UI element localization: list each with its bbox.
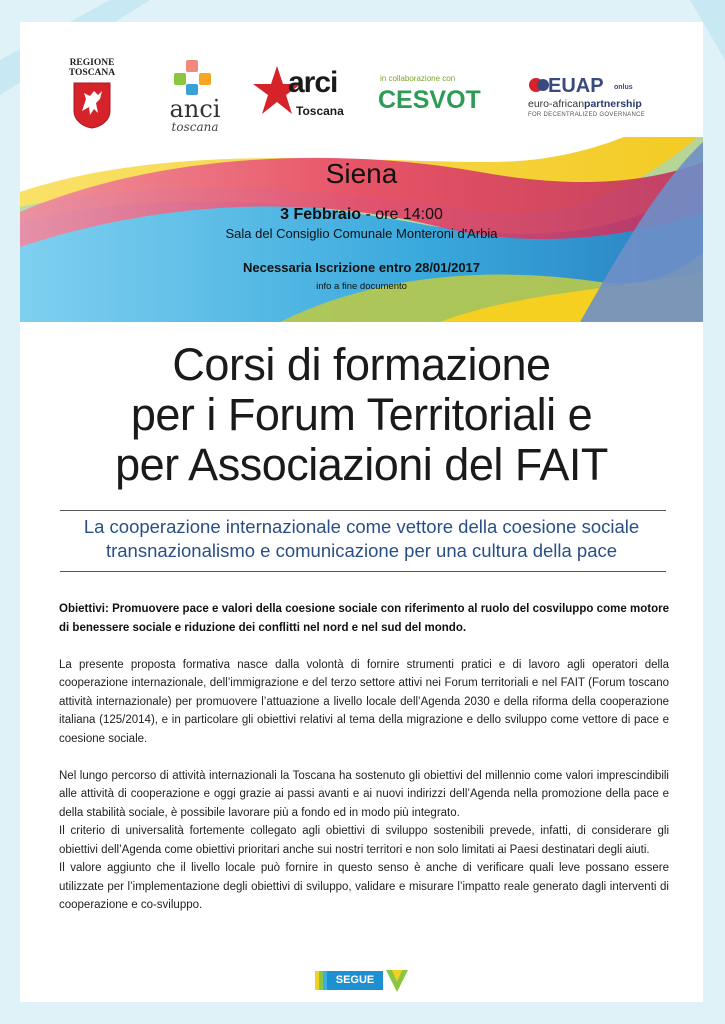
anci-toscana-logo [160,60,230,140]
cesvot-intro: in collaborazione con [380,74,456,83]
registration-deadline: Necessaria Iscrizione entro 28/01/2017 [242,260,481,275]
anci-subname: toscana [171,120,219,134]
chevron-down-icon [385,968,409,994]
event-time: - ore 14:00 [361,206,443,223]
segue-color-bars-icon [315,971,327,990]
euap-line-plain: euro-african [528,98,585,110]
pegasus-shield-icon [72,81,112,129]
body-paragraph-2: Nel lungo percorso di attività internazionali la Toscana ha sostenuto gli obiettivi del millennio come valori imprescindibili alle attività di cooperazione e oggi grazie ai passi avanti e ai nuovi indirizzi dell’Agenda nella promozione della pace e della stabilità sociale, è possibile lavorare più a fondo ed in modo più integrato. [59,769,669,819]
arci-toscana-logo [252,60,352,130]
body-paragraph-3: Il criterio di universalità fortemente collegato agli obiettivi di sviluppo sostenibili prevede, infatti, di considerare gli obiettivi dell’Agenda come obiettivi prioritari anche sui nostri territori e non solo limitati ai Paesi destinatari degli aiuti. [59,825,669,856]
continue-indicator [315,968,410,994]
regione-toscana-logo [62,58,122,144]
toscana-label: TOSCANA [68,68,116,78]
euap-line [528,98,642,110]
page-title [20,340,703,490]
title-line-3: per Associazioni del FAIT [115,439,608,490]
euap-name: EUAP [548,75,604,97]
subtitle-line-2: transnazionalismo e comunicazione per una cultura della pace [105,540,618,561]
arci-name: arci [288,66,338,99]
anci-name: anci [169,95,221,123]
info-note: info a fine documento [316,281,407,292]
arci-subname: Toscana [296,104,344,118]
cesvot-name: CESVOT [378,86,481,114]
euap-logo [528,76,678,126]
title-line-1: Corsi di formazione [172,339,551,390]
anci-squares-icon [174,60,214,96]
event-date-time [20,206,703,224]
event-venue: Sala del Consiglio Comunale Monteroni d'Arbia [225,226,498,241]
divider-bottom [60,571,666,572]
euap-line-bold: partnership [584,98,642,110]
flyer-sheet [20,22,703,1002]
speech-bubbles-icon [528,76,550,96]
event-city: Siena [325,158,398,189]
segue-label: SEGUE [327,971,383,990]
body-paragraph-4: Il valore aggiunto che il livello locale può fornire in questo senso è anche di verificare quali leve possano essere utilizzate per l’implementazione degli obiettivi di sviluppo, validare e misurare l’impatto reale generato dagli interventi di cooperazione e co-sviluppo. [59,862,669,911]
subtitle-line-1: La cooperazione internazionale come vettore della coesione sociale [83,516,640,537]
title-line-2: per i Forum Territoriali e [130,389,593,440]
body-paragraph-1: La presente proposta formativa nasce dalla volontà di fornire strumenti pratici e di lavoro agli operatori della cooperazione internazionale, dell’immigrazione e del terzo settore attivi nei Forum territoriali e nel FAIT (Forum toscano attività internazionale) per promuovere l’attuazione a livello locale dell’Agenda 2030 e della riforma della cooperazione italiana (125/2014), e in particolare gli obiettivi relativi al tema della migrazione e dello sviluppo come vettore di pace e coesione sociale. [59,658,669,745]
divider-top [60,510,666,511]
euap-onlus: onlus [614,84,633,91]
cesvot-logo [378,74,498,124]
event-date: 3 Febbraio [280,206,362,223]
objectives-paragraph: Obiettivi: Promuovere pace e valori della coesione sociale con riferimento al ruolo del cosviluppo come motore di benessere sociale e riduzione dei conflitti nel nord e nel sud del mondo. [59,603,669,634]
body-text [59,600,669,915]
euap-tagline: FOR DECENTRALIZED GOVERNANCE [528,112,646,118]
regione-label: REGIONE [69,58,115,68]
subtitle [20,515,703,563]
